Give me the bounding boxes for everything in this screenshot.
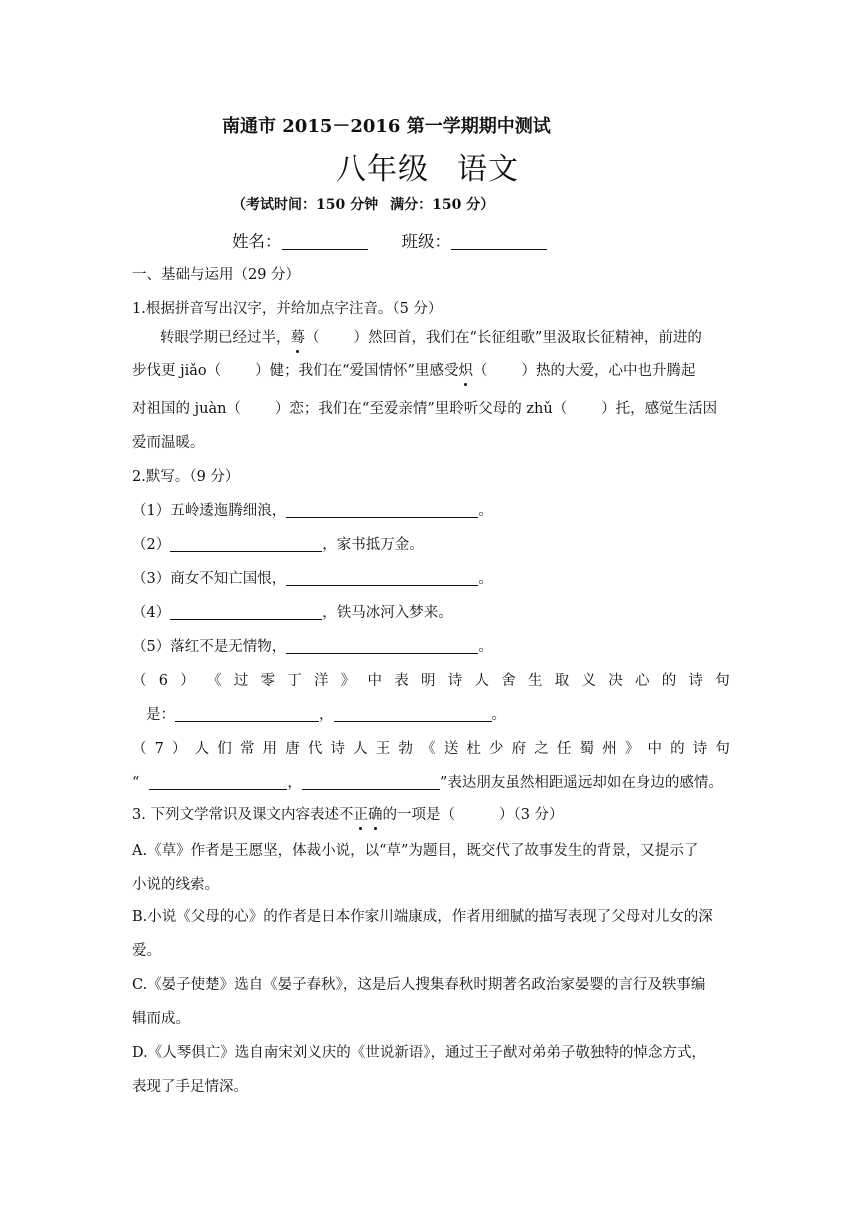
spaced-char: 少 — [488, 741, 504, 757]
q1-line-3 — [132, 399, 732, 419]
spaced-char: 表 — [394, 673, 409, 689]
q1-text: ）恋；我们在“至爱亲情”里聆听父母的 zhǔ（ — [274, 401, 568, 417]
answer-blank[interactable] — [302, 773, 440, 790]
exam-info — [232, 194, 494, 214]
q2-item-5 — [132, 637, 732, 657]
q3-title — [132, 805, 732, 825]
spaced-char: 句 — [715, 673, 730, 689]
spaced-char: 用 — [262, 741, 278, 757]
q1-text: ）健；我们在“爱国情怀”里感受 — [255, 363, 459, 379]
spaced-char: 句 — [715, 741, 730, 757]
spaced-char: （ — [132, 741, 147, 757]
q2-text: ，家书抵万金。 — [322, 537, 424, 553]
q2-text: ”表达朋友虽然相距遥远却如在身边的感情。 — [439, 775, 723, 791]
option-b-line-1: B.小说《父母的心》的作者是日本作家川端康成，作者用细腻的描写表现了父母对儿女的深 — [132, 909, 713, 925]
grade-label: 八年级 — [336, 152, 429, 187]
spaced-char: （ — [132, 673, 147, 689]
q2-text: （5）落红不是无情物， — [132, 639, 287, 655]
q1-text: 转眼学期已经过半， — [160, 330, 291, 346]
spaced-char: 舍 — [501, 673, 516, 689]
option-a-line-2: 小说的线索。 — [132, 877, 219, 893]
q2-text: （4） — [132, 605, 171, 621]
spaced-char: 丁 — [287, 673, 302, 689]
q3-text: 3. 下列文学常识及课文内容表述不 — [132, 807, 354, 823]
q2-text: “ — [132, 775, 140, 791]
dotted-char: 正 — [353, 807, 368, 823]
spaced-char: 王 — [375, 741, 391, 757]
q2-item-3 — [132, 569, 732, 589]
exam-time: （考试时间：150 分钟 — [232, 197, 379, 213]
grade-subject-title — [336, 144, 519, 188]
answer-blank[interactable] — [334, 705, 492, 722]
option-d-line-1: D.《人琴俱亡》选自南宋刘义庆的《世说新语》，通过王子猷对弟弟子敬独特的悼念方式， — [132, 1045, 706, 1061]
spaced-char: 》 — [624, 741, 640, 757]
full-score: 满分：150 分） — [390, 197, 495, 213]
spaced-char: 常 — [239, 741, 255, 757]
answer-blank[interactable] — [286, 501, 478, 518]
q1-text: （ — [305, 330, 320, 346]
spaced-char: 取 — [554, 673, 570, 689]
answer-blank[interactable] — [286, 637, 478, 654]
q2-item-2 — [132, 535, 732, 555]
q2-item-1 — [132, 501, 732, 521]
q2-text: 。 — [478, 503, 493, 519]
q1-text: ）托，感觉生活因 — [601, 401, 718, 417]
class-blank[interactable] — [451, 233, 547, 250]
answer-blank[interactable] — [170, 535, 322, 552]
spaced-char: 诗 — [692, 741, 708, 757]
q2-text: 。 — [478, 571, 493, 587]
spaced-char: 杜 — [466, 741, 481, 757]
spaced-char: 义 — [581, 673, 596, 689]
q2-text: ，铁马冰河入梦来。 — [322, 605, 453, 621]
spaced-char: 人 — [353, 741, 368, 757]
q1-line-2 — [132, 361, 732, 381]
q2-text: 。 — [478, 639, 493, 655]
spaced-char: 任 — [556, 741, 572, 757]
dotted-char: 炽 — [458, 363, 473, 379]
dotted-char: 蓦 — [290, 330, 305, 346]
q2-text: ， — [287, 775, 302, 791]
spaced-char: 代 — [307, 741, 323, 757]
spaced-char: 心 — [634, 673, 650, 689]
spaced-char: 中 — [647, 741, 662, 757]
q3-text: 的一项是（ — [382, 807, 455, 823]
spaced-char: 中 — [367, 673, 382, 689]
name-label: 姓名： — [232, 232, 282, 251]
option-a-line-1: A.《草》作者是王愿坚，体裁小说，以“草”为题目，既交代了故事发生的背景，又提示了 — [132, 843, 699, 859]
q3-text: ）（3 分） — [498, 807, 564, 823]
spaced-char: 的 — [661, 673, 677, 689]
spaced-char: 们 — [217, 741, 232, 757]
q1-line-1 — [160, 328, 732, 348]
q2-title: 2.默写。（9 分） — [132, 469, 240, 485]
q2-item-6-answer — [146, 705, 746, 725]
q2-text: 是： — [146, 707, 175, 723]
q2-text: （3）商女不知亡国恨， — [132, 571, 287, 587]
exam-title: 南通市 2015－2016 第一学期期中测试 — [222, 116, 551, 137]
name-class-row — [232, 228, 547, 252]
spaced-char: 的 — [670, 741, 685, 757]
q2-item-4 — [132, 603, 732, 623]
q1-text: ）热的大爱，心中也升腾起 — [521, 363, 696, 379]
spaced-char: 人 — [474, 673, 489, 689]
answer-blank[interactable] — [175, 705, 319, 722]
spaced-char: 唐 — [285, 741, 300, 757]
spaced-char: 勃 — [398, 741, 413, 757]
spaced-char: 诗 — [330, 741, 345, 757]
spaced-char: 《 — [421, 741, 436, 757]
answer-blank[interactable] — [170, 603, 322, 620]
q2-item-7-answer — [132, 773, 732, 793]
spaced-char: 7 — [154, 741, 164, 757]
spaced-char: 诗 — [688, 673, 703, 689]
spaced-char: 》 — [340, 673, 356, 689]
q2-item-7 — [132, 739, 730, 759]
section-heading: 一、基础与运用（29 分） — [132, 267, 301, 283]
q2-text: （1）五岭逶迤腾细浪， — [132, 503, 287, 519]
spaced-char: 决 — [608, 673, 623, 689]
option-c-line-1: C.《晏子使楚》选自《晏子春秋》，这是后人搜集春秋时期著名政治家晏婴的言行及轶事编 — [132, 977, 706, 993]
spaced-char: 过 — [233, 673, 249, 689]
q1-line-4: 爱而温暖。 — [132, 435, 205, 451]
spaced-char: 明 — [420, 673, 436, 689]
class-label: 班级： — [401, 232, 451, 251]
spaced-char: 之 — [534, 741, 549, 757]
spaced-char: ） — [180, 673, 195, 689]
q2-text: （2） — [132, 537, 171, 553]
q1-text: ）然回首，我们在“长征组歌”里汲取长征精神，前进的 — [353, 330, 702, 346]
option-d-line-2: 表现了手足情深。 — [132, 1079, 248, 1095]
option-c-line-2: 辑而成。 — [132, 1011, 190, 1027]
spaced-char: 生 — [527, 673, 543, 689]
spaced-char: 人 — [194, 741, 210, 757]
q1-text: 对祖国的 juàn（ — [132, 401, 241, 417]
dotted-char: 确 — [367, 807, 383, 823]
name-blank[interactable] — [282, 233, 368, 250]
q1-text: 步伐更 jiǎo（ — [132, 363, 222, 379]
spaced-char: 《 — [206, 673, 222, 689]
spaced-char: 州 — [602, 741, 617, 757]
q2-text: ， — [319, 707, 334, 723]
subject-label: 语文 — [457, 152, 519, 187]
option-b-line-2: 爱。 — [132, 943, 161, 959]
spaced-char: 府 — [511, 741, 527, 757]
answer-blank[interactable] — [149, 773, 287, 790]
spaced-char: 送 — [443, 741, 459, 757]
spaced-char: 6 — [158, 673, 168, 689]
spaced-char: 洋 — [313, 673, 329, 689]
spaced-char: ） — [172, 741, 187, 757]
spaced-char: 蜀 — [579, 741, 595, 757]
q1-title: 1.根据拼音写出汉字，并给加点字注音。（5 分） — [132, 301, 443, 317]
spaced-char: 诗 — [447, 673, 463, 689]
q2-text: 。 — [491, 707, 506, 723]
spaced-char: 零 — [260, 673, 275, 689]
answer-blank[interactable] — [286, 569, 478, 586]
q1-text: （ — [472, 363, 488, 379]
q2-item-6 — [132, 671, 730, 691]
